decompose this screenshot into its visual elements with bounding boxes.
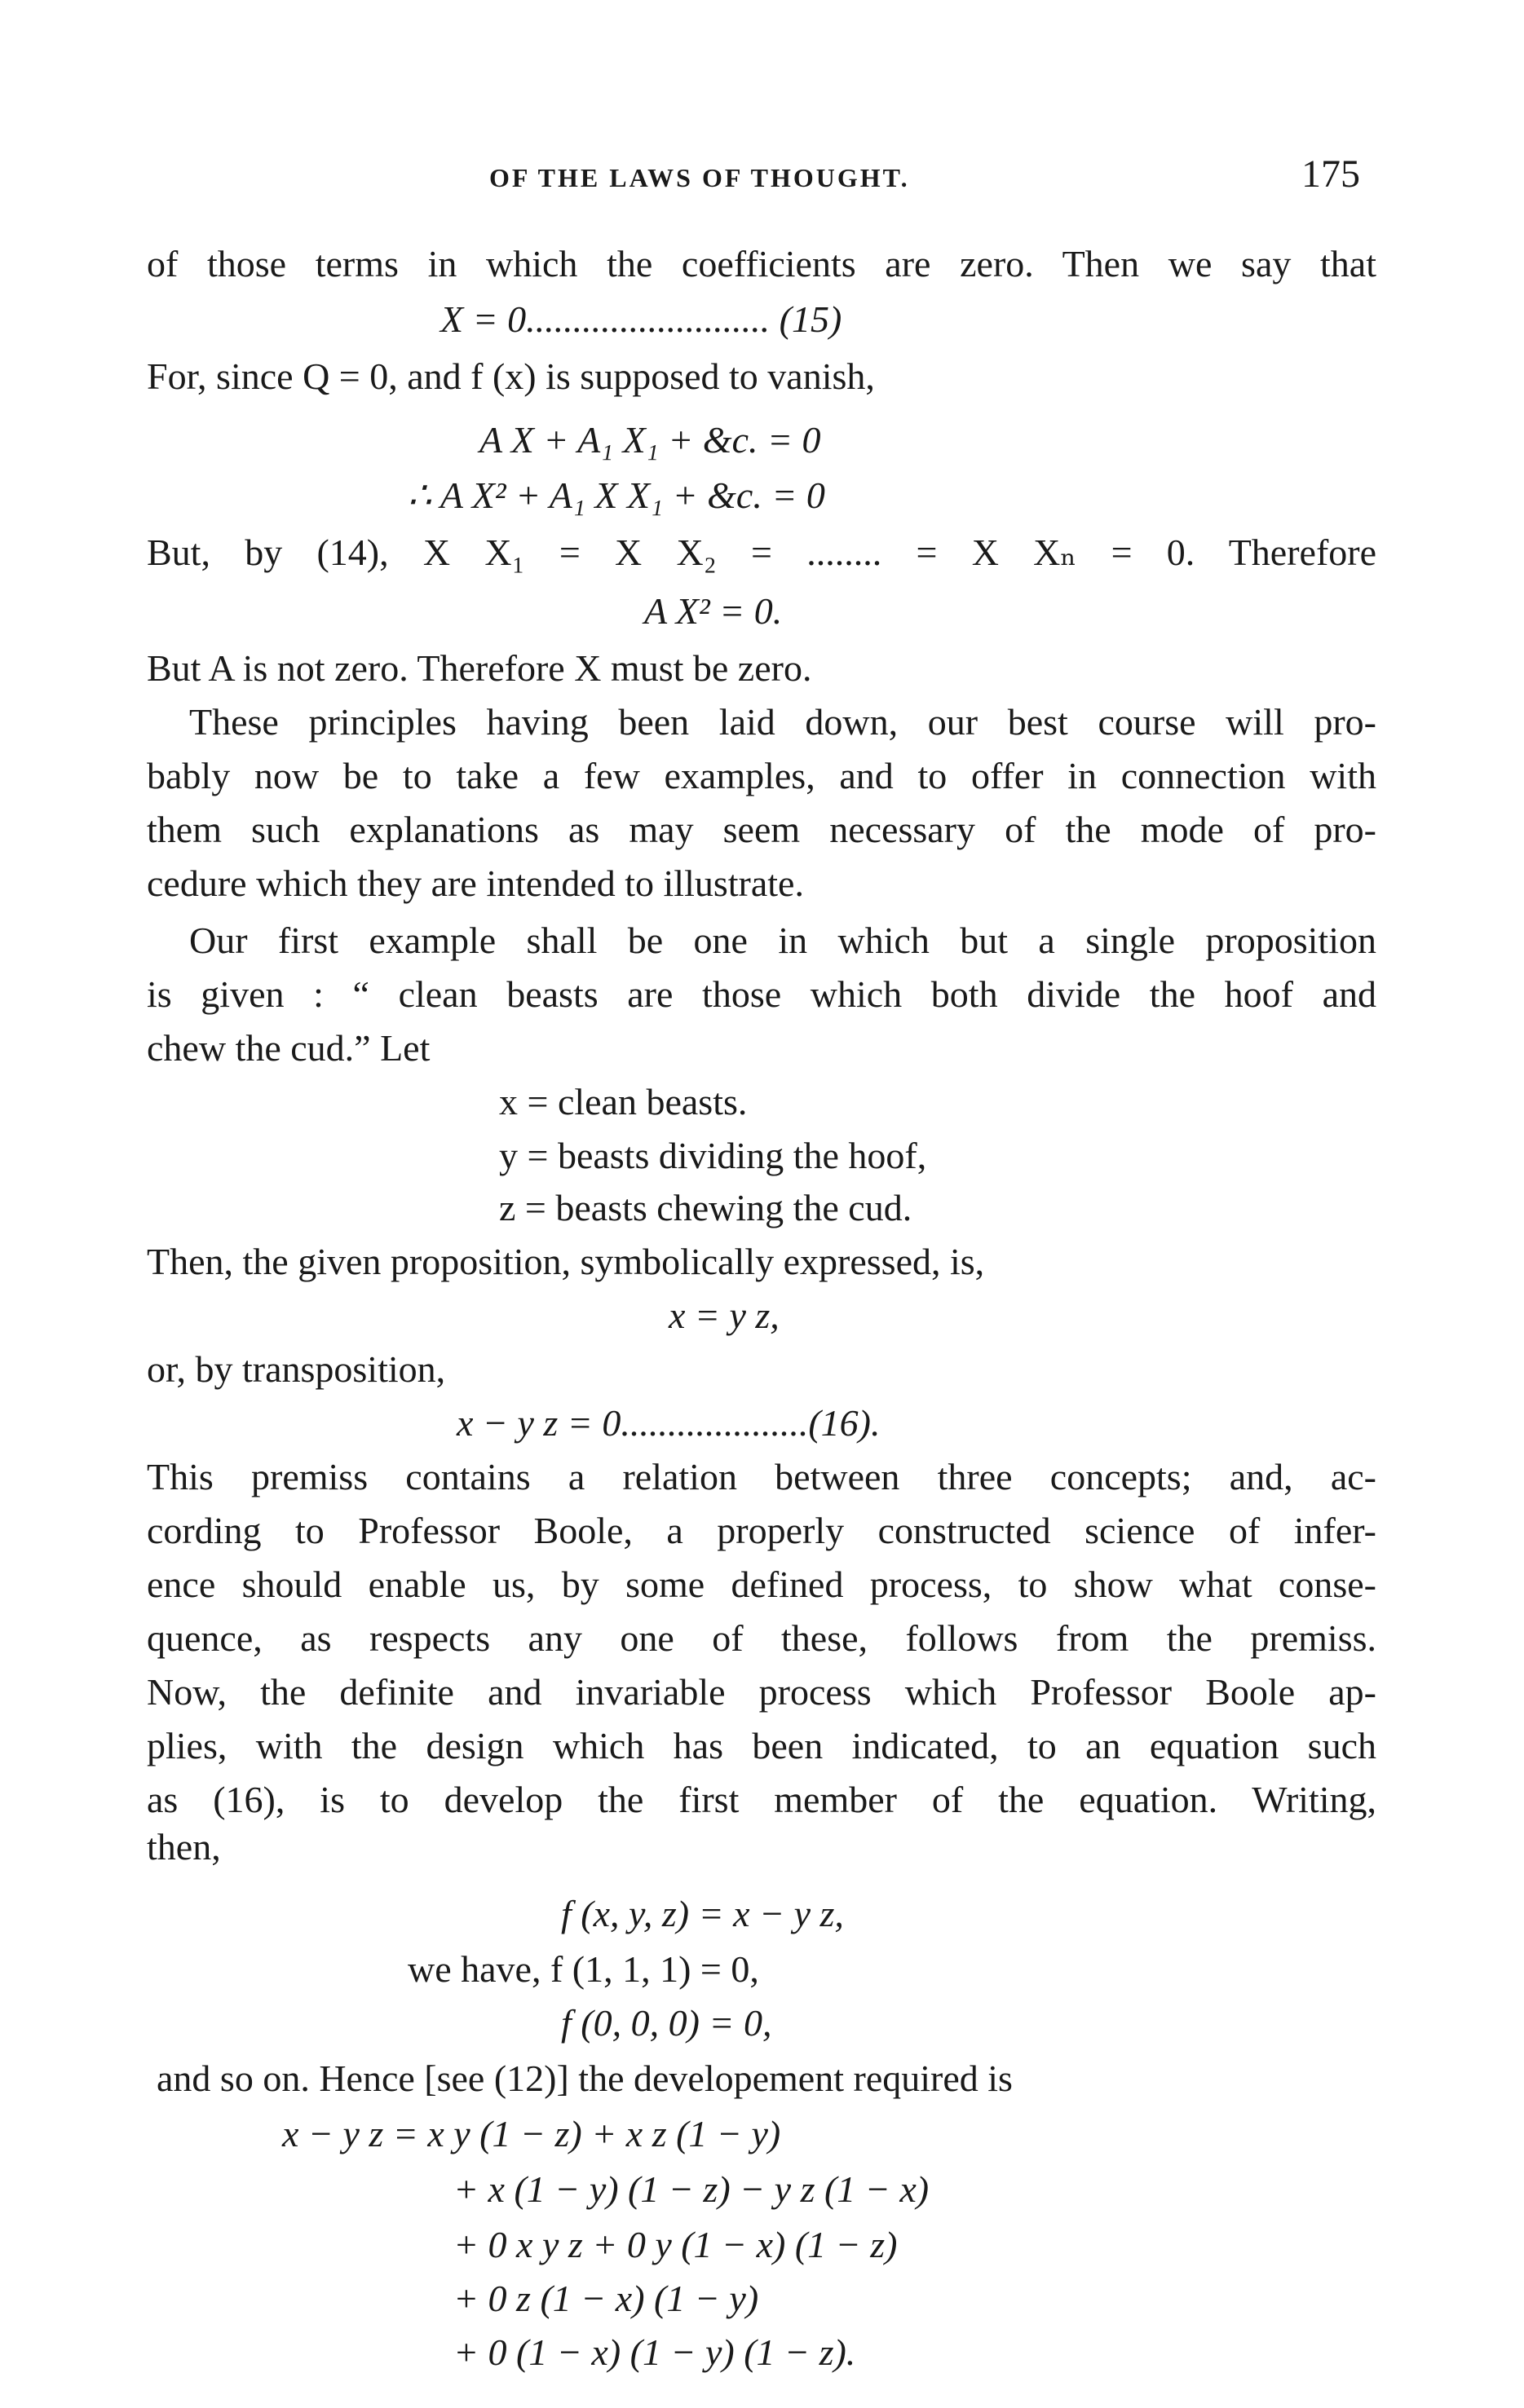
text-line: For, since Q = 0, and f (x) is supposed to vanish, bbox=[147, 355, 875, 397]
page-number: 175 bbox=[1301, 152, 1360, 196]
equation-line: ∴ A X² + A₁ X X₁ + &c. = 0 bbox=[408, 474, 825, 516]
text-line: of those terms in which the coefficients are zero. Then we say that bbox=[147, 243, 1376, 284]
equation-line: f (0, 0, 0) = 0, bbox=[561, 2002, 772, 2044]
definition-line: z = beasts chewing the cud. bbox=[499, 1187, 912, 1228]
paragraph-line: quence, as respects any one of these, follows from the premiss. bbox=[147, 1617, 1376, 1659]
running-header: OF THE LAWS OF THOUGHT. bbox=[489, 163, 910, 192]
paragraph-line: is given : “ clean beasts are those which both divide the hoof and bbox=[147, 973, 1376, 1015]
paragraph-line: plies, with the design which has been indicated, to an equation such bbox=[147, 1725, 1376, 1766]
paragraph-line: bably now be to take a few examples, and to offer in connection with bbox=[147, 755, 1376, 796]
text-line: Then, the given proposition, symbolically expressed, is, bbox=[147, 1241, 985, 1282]
paragraph-line: chew the cud.” Let bbox=[147, 1027, 431, 1069]
equation-line: + 0 (1 − x) (1 − y) (1 − z). bbox=[453, 2331, 856, 2373]
paragraph-line: This premiss contains a relation between three concepts; and, ac- bbox=[147, 1456, 1376, 1497]
equation-line: A X + A₁ X₁ + &c. = 0 bbox=[479, 419, 821, 461]
paragraph-line: them such explanations as may seem necessary of the mode of pro- bbox=[147, 809, 1376, 850]
text-line: But, by (14), X X₁ = X X₂ = ........ = X Xₙ = 0. Therefore bbox=[147, 531, 1376, 573]
text-line: or, by transposition, bbox=[147, 1348, 446, 1390]
equation-line: x − y z = x y (1 − z) + x z (1 − y) bbox=[282, 2113, 781, 2154]
equation-line: X = 0.......................... (15) bbox=[440, 298, 842, 340]
paragraph-line: ence should enable us, by some defined process, to show what conse- bbox=[147, 1563, 1376, 1605]
paragraph-line: Now, the definite and invariable process which Professor Boole ap- bbox=[147, 1671, 1376, 1713]
equation-line: f (x, y, z) = x − y z, bbox=[561, 1893, 844, 1934]
equation-line: A X² = 0. bbox=[644, 590, 783, 632]
text-line: and so on. Hence [see (12)] the developement required is bbox=[157, 2057, 1013, 2099]
paragraph-line: cording to Professor Boole, a properly constructed science of infer- bbox=[147, 1510, 1376, 1551]
equation-line: we have, f (1, 1, 1) = 0, bbox=[408, 1948, 759, 1990]
text-line: But A is not zero. Therefore X must be zero. bbox=[147, 647, 812, 689]
paragraph-line: then, bbox=[147, 1826, 221, 1868]
definition-line: y = beasts dividing the hoof, bbox=[499, 1135, 927, 1176]
equation-line: x − y z = 0....................(16). bbox=[457, 1402, 881, 1444]
equation-line: x = y z, bbox=[669, 1294, 780, 1336]
paragraph-line: These principles having been laid down, our best course will pro- bbox=[189, 701, 1376, 743]
equation-line: + 0 z (1 − x) (1 − y) bbox=[453, 2278, 759, 2319]
equation-line: + x (1 − y) (1 − z) − y z (1 − x) bbox=[453, 2168, 930, 2210]
paragraph-line: as (16), is to develop the first member of the equation. Writing, bbox=[147, 1779, 1376, 1820]
equation-line: + 0 x y z + 0 y (1 − x) (1 − z) bbox=[453, 2224, 898, 2265]
definition-line: x = clean beasts. bbox=[499, 1081, 748, 1122]
paragraph-line: cedure which they are intended to illustrate. bbox=[147, 862, 804, 904]
paragraph-line: Our first example shall be one in which but a single proposition bbox=[189, 920, 1376, 961]
